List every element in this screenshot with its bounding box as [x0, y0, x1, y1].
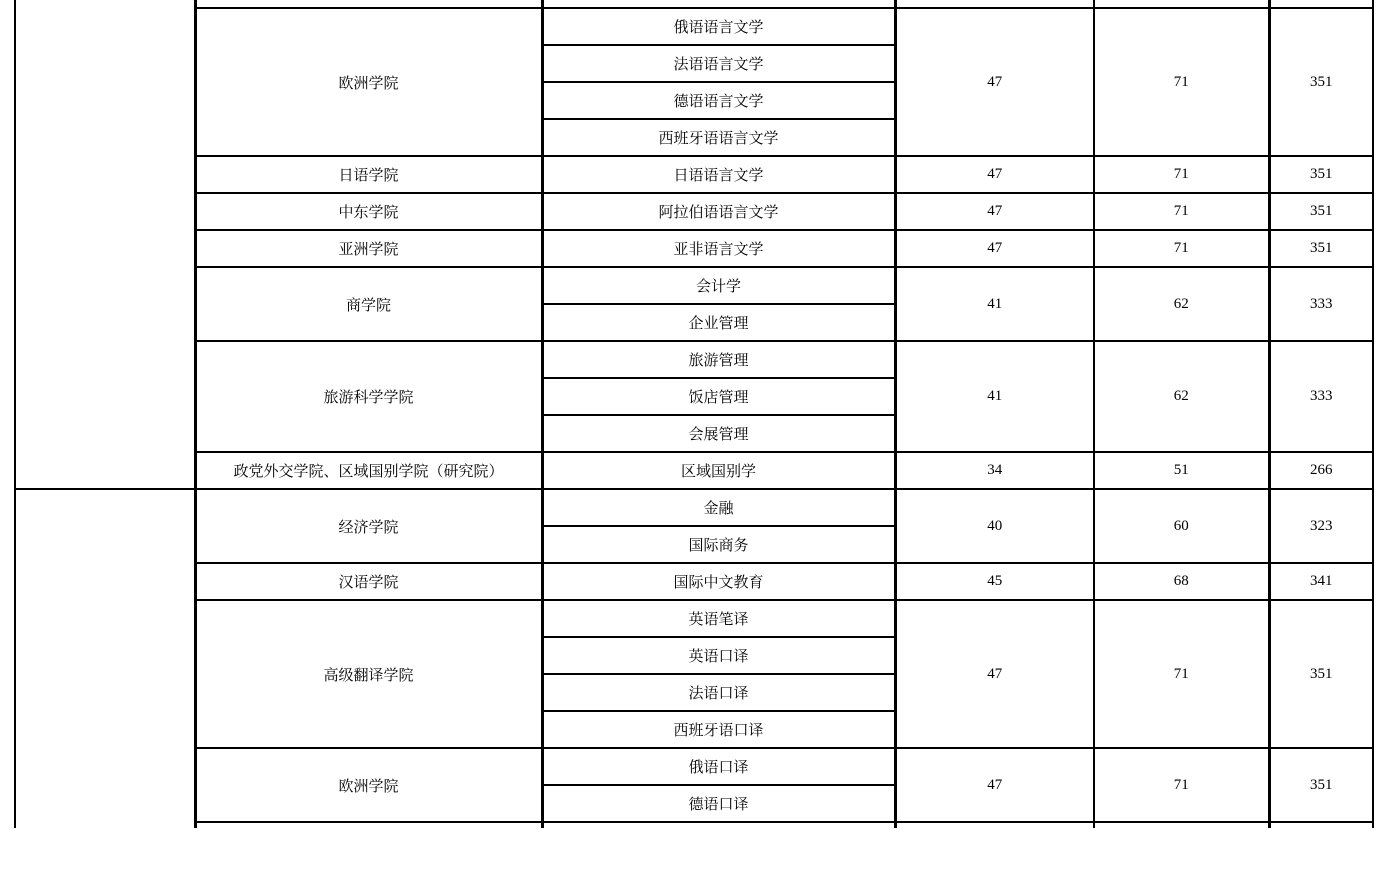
major-cell: 德语语言文学	[542, 82, 895, 119]
partial-row-cell	[195, 822, 542, 828]
total-score-cell: 351	[1269, 8, 1373, 156]
major-cell: 英语笔译	[542, 600, 895, 637]
college-cell: 汉语学院	[195, 563, 542, 600]
score-cell: 71	[1094, 193, 1269, 230]
major-cell: 区域国别学	[542, 452, 895, 489]
total-score-cell: 323	[1269, 489, 1373, 563]
score-cell: 45	[895, 563, 1094, 600]
category-cell	[15, 0, 195, 489]
score-cell: 47	[895, 600, 1094, 748]
score-cell: 41	[895, 267, 1094, 341]
major-cell: 国际商务	[542, 526, 895, 563]
college-cell: 高级翻译学院	[195, 600, 542, 748]
college-cell: 经济学院	[195, 489, 542, 563]
score-cell: 62	[1094, 267, 1269, 341]
major-cell: 俄语口译	[542, 748, 895, 785]
major-cell: 德语口译	[542, 785, 895, 822]
major-cell: 会展管理	[542, 415, 895, 452]
major-cell: 日语语言文学	[542, 156, 895, 193]
college-cell: 旅游科学学院	[195, 341, 542, 452]
major-cell: 亚非语言文学	[542, 230, 895, 267]
score-cell: 40	[895, 489, 1094, 563]
major-cell: 旅游管理	[542, 341, 895, 378]
score-cell: 71	[1094, 600, 1269, 748]
score-cell: 71	[1094, 156, 1269, 193]
major-cell: 饭店管理	[542, 378, 895, 415]
major-cell: 金融	[542, 489, 895, 526]
major-cell: 阿拉伯语语言文学	[542, 193, 895, 230]
score-cell: 71	[1094, 230, 1269, 267]
major-cell: 法语口译	[542, 674, 895, 711]
total-score-cell: 351	[1269, 748, 1373, 822]
partial-row-cell	[542, 0, 895, 8]
partial-row-cell	[895, 822, 1094, 828]
score-cell: 47	[895, 156, 1094, 193]
college-cell: 欧洲学院	[195, 8, 542, 156]
college-cell: 亚洲学院	[195, 230, 542, 267]
college-cell: 日语学院	[195, 156, 542, 193]
score-cell: 62	[1094, 341, 1269, 452]
major-cell: 国际中文教育	[542, 563, 895, 600]
score-cell: 47	[895, 748, 1094, 822]
score-cell: 47	[895, 8, 1094, 156]
score-cell: 68	[1094, 563, 1269, 600]
total-score-cell: 351	[1269, 230, 1373, 267]
score-cell: 71	[1094, 8, 1269, 156]
total-score-cell: 351	[1269, 193, 1373, 230]
partial-row-cell	[542, 822, 895, 828]
score-cell: 71	[1094, 748, 1269, 822]
major-cell: 会计学	[542, 267, 895, 304]
total-score-cell: 266	[1269, 452, 1373, 489]
partial-row-cell	[1094, 822, 1269, 828]
score-cell: 41	[895, 341, 1094, 452]
college-cell: 商学院	[195, 267, 542, 341]
category-cell	[15, 489, 195, 828]
major-cell: 西班牙语口译	[542, 711, 895, 748]
major-cell: 企业管理	[542, 304, 895, 341]
partial-row-cell	[895, 0, 1094, 8]
total-score-cell: 333	[1269, 267, 1373, 341]
score-cell: 47	[895, 193, 1094, 230]
partial-row-cell	[1094, 0, 1269, 8]
total-score-cell: 351	[1269, 600, 1373, 748]
score-cell: 51	[1094, 452, 1269, 489]
major-cell: 法语语言文学	[542, 45, 895, 82]
major-cell: 俄语语言文学	[542, 8, 895, 45]
partial-row-cell	[195, 0, 542, 8]
partial-row-cell	[1269, 822, 1373, 828]
score-cell: 34	[895, 452, 1094, 489]
major-cell: 英语口译	[542, 637, 895, 674]
score-table-body	[15, 0, 1373, 828]
total-score-cell: 341	[1269, 563, 1373, 600]
total-score-cell: 333	[1269, 341, 1373, 452]
score-cell: 47	[895, 230, 1094, 267]
partial-row-cell	[1269, 0, 1373, 8]
total-score-cell: 351	[1269, 156, 1373, 193]
college-cell: 中东学院	[195, 193, 542, 230]
admission-score-table	[14, 0, 1374, 828]
college-cell: 政党外交学院、区域国别学院（研究院）	[195, 452, 542, 489]
score-cell: 60	[1094, 489, 1269, 563]
major-cell: 西班牙语语言文学	[542, 119, 895, 156]
college-cell: 欧洲学院	[195, 748, 542, 822]
